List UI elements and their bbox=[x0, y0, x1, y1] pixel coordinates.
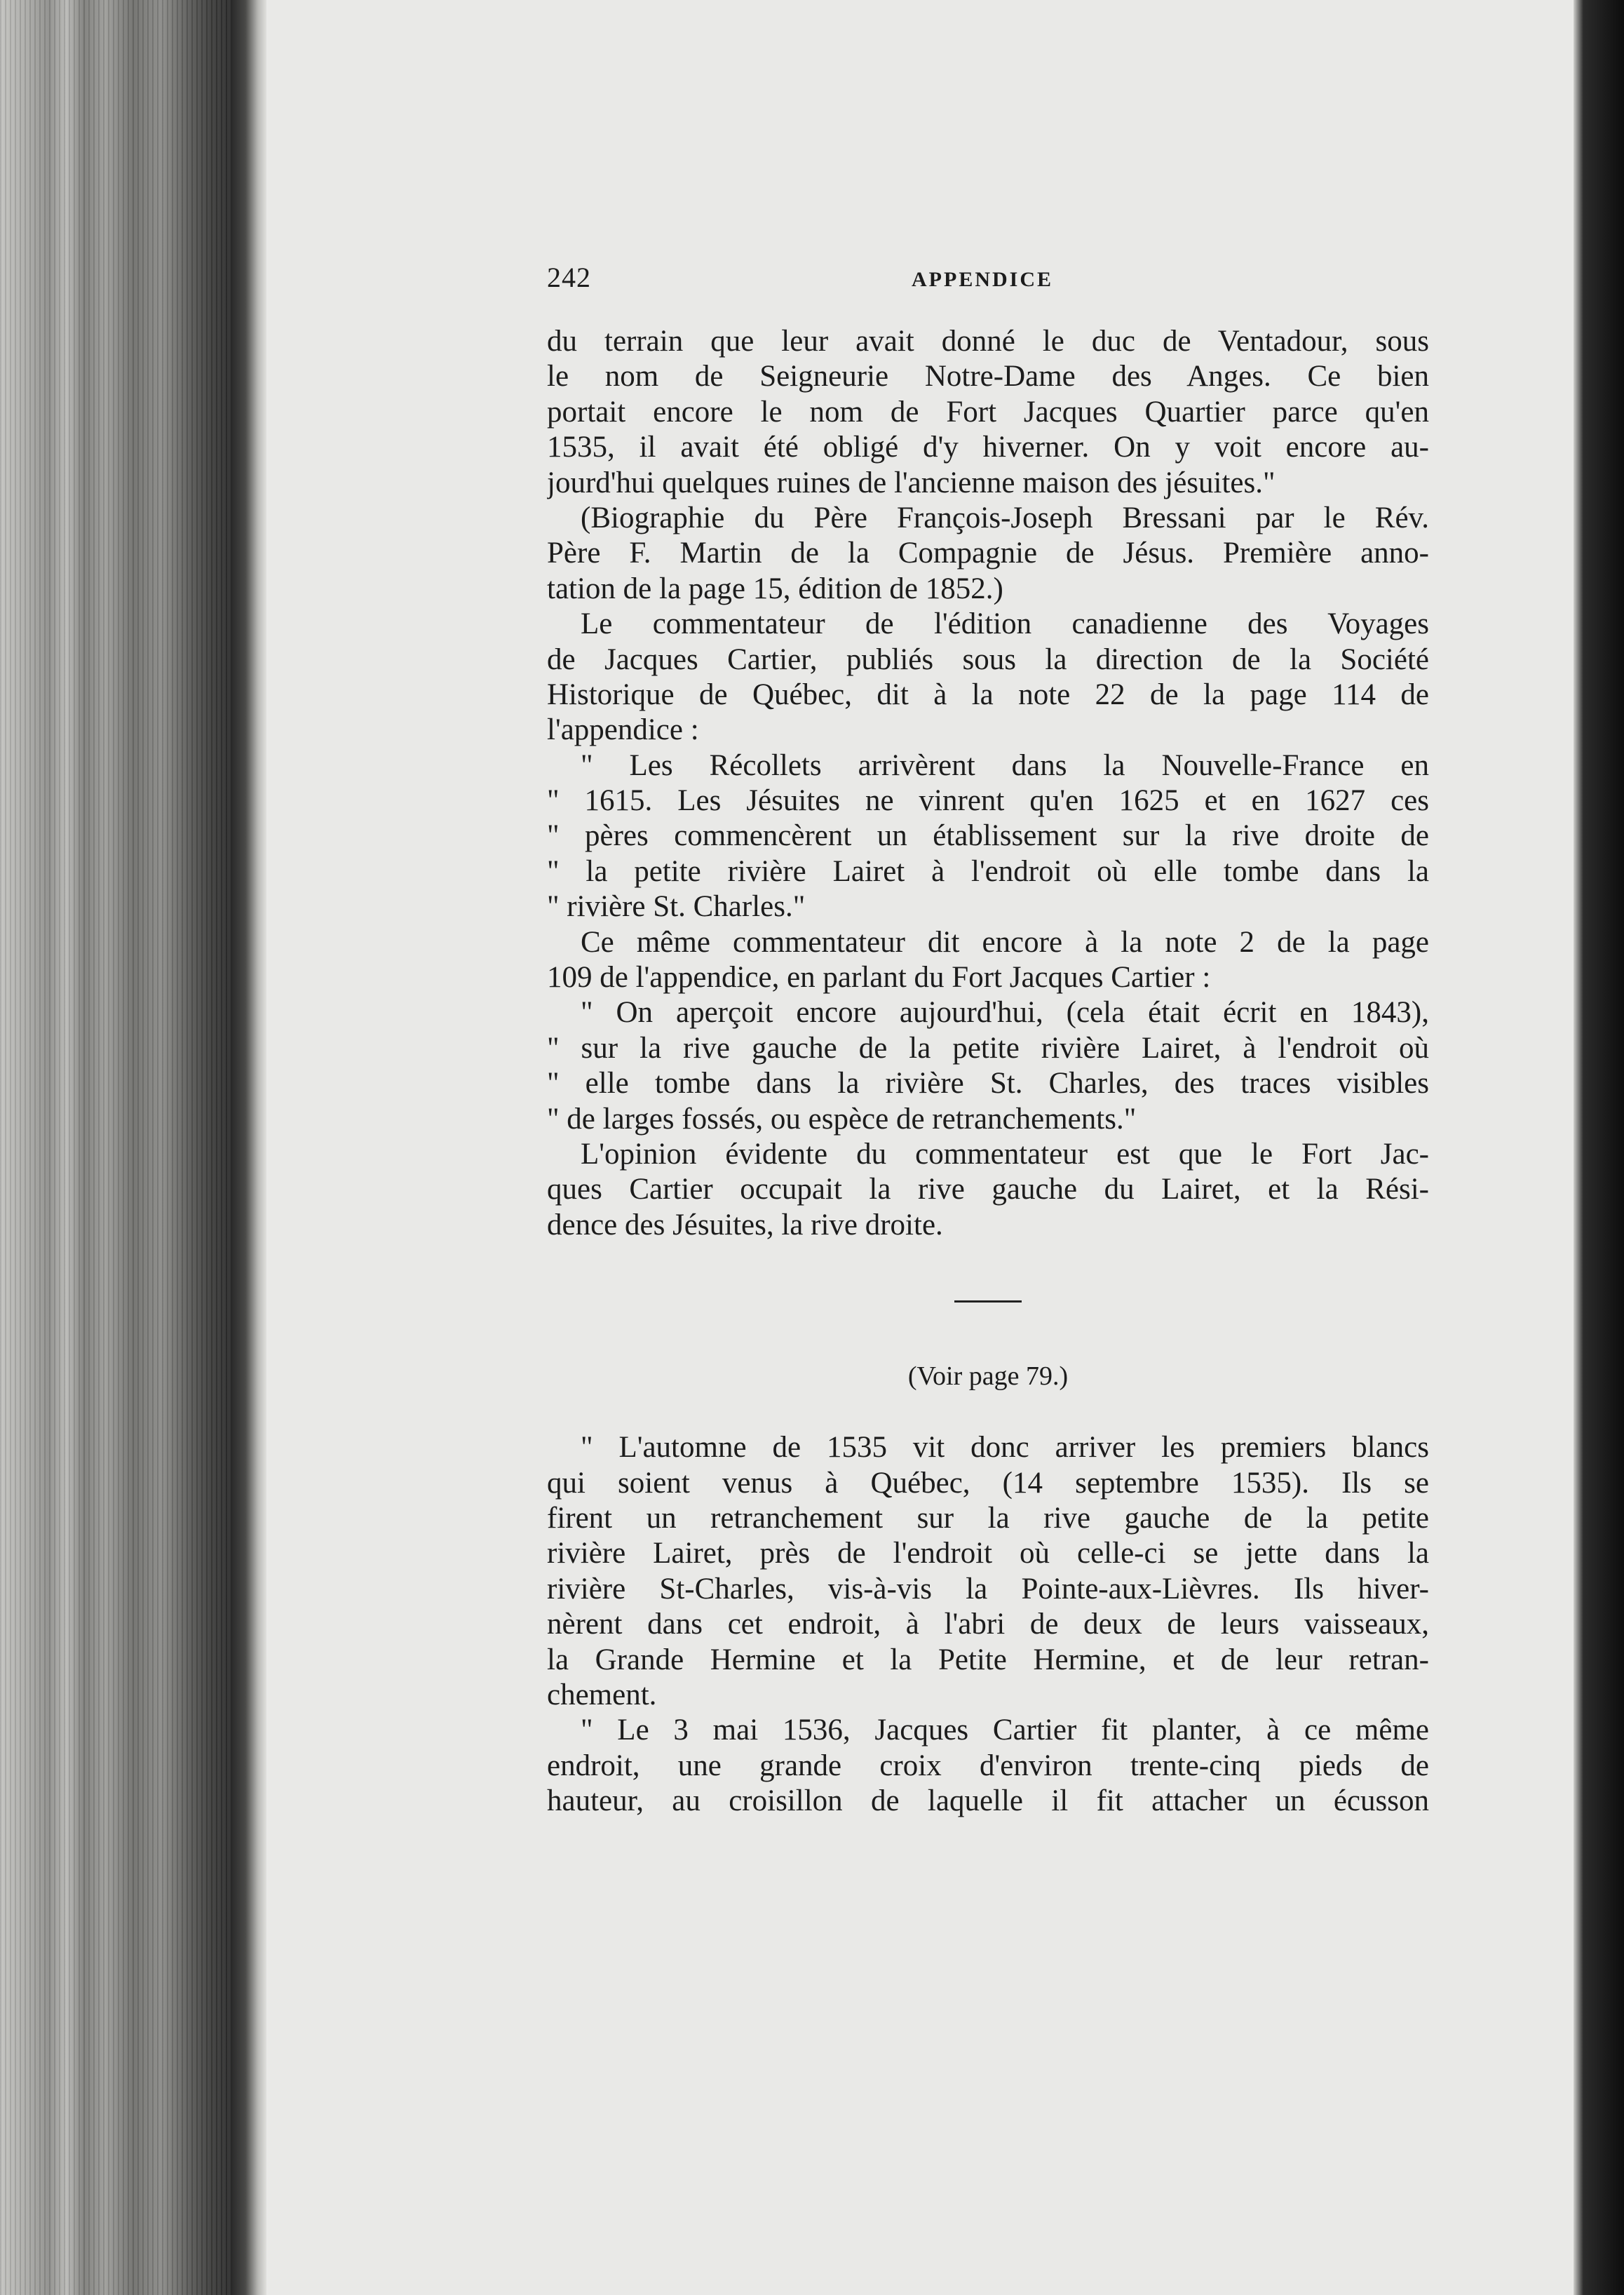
quote-line: " 1615. Les Jésuites ne vinrent qu'en 1625 et en 1627 ces bbox=[547, 784, 1429, 818]
text-block bbox=[547, 261, 1429, 1819]
text-line: de Jacques Cartier, publiés sous la direction de la Société bbox=[547, 642, 1429, 676]
text-line: le nom de Seigneurie Notre-Dame des Anges. Ce bien bbox=[547, 360, 1429, 393]
text-line: Le commentateur de l'édition canadienne des Voyages bbox=[581, 607, 1429, 641]
quote-line: " On aperçoit encore aujourd'hui, (cela était écrit en 1843), bbox=[581, 996, 1429, 1030]
running-title: APPENDICE bbox=[912, 268, 1054, 291]
text-line: ques Cartier occupait la rive gauche du Lairet, et la Rési- bbox=[547, 1173, 1429, 1206]
text-line: Historique de Québec, dit à la note 22 de la page 114 de bbox=[547, 678, 1429, 711]
text-line: qui soient venus à Québec, (14 septembre 1535). Ils se bbox=[547, 1466, 1429, 1500]
quote-line: " rivière St. Charles." bbox=[547, 890, 806, 924]
section-two bbox=[547, 1430, 1429, 1819]
text-line: du terrain que leur avait donné le duc de Ventadour, sous bbox=[547, 325, 1429, 358]
quote-line: " pères commencèrent un établissement sur la rive droite de bbox=[547, 819, 1429, 853]
text-line: chement. bbox=[547, 1678, 657, 1711]
quote-line: " Les Récollets arrivèrent dans la Nouvelle-France en bbox=[581, 748, 1429, 782]
text-line: 1535, il avait été obligé d'y hiverner. On y voit encore au- bbox=[547, 431, 1429, 464]
text-line: endroit, une grande croix d'environ trente-cinq pieds de bbox=[547, 1749, 1429, 1782]
page-edge-lines bbox=[0, 0, 231, 2295]
text-line: hauteur, au croisillon de laquelle il fit attacher un écusson bbox=[547, 1784, 1429, 1818]
quote-line: " L'automne de 1535 vit donc arriver les premiers blancs bbox=[581, 1431, 1429, 1465]
page-number: 242 bbox=[547, 262, 591, 293]
section-divider bbox=[954, 1300, 1022, 1303]
text-line: rivière Lairet, près de l'endroit où celle-ci se jette dans la bbox=[547, 1537, 1429, 1570]
section-reference: (Voir page 79.) bbox=[907, 1361, 1069, 1392]
text-line: dence des Jésuites, la rive droite. bbox=[547, 1208, 943, 1241]
text-line: jourd'hui quelques ruines de l'ancienne maison des jésuites." bbox=[547, 466, 1275, 499]
quote-line: " la petite rivière Lairet à l'endroit où elle tombe dans la bbox=[547, 854, 1429, 888]
quote-line: " elle tombe dans la rivière St. Charles, des traces visibles bbox=[547, 1067, 1429, 1101]
right-page-edge bbox=[1574, 0, 1624, 2295]
section-one bbox=[547, 324, 1429, 1243]
text-line: l'appendice : bbox=[547, 713, 699, 747]
text-line: rivière St-Charles, vis-à-vis la Pointe-aux-Lièvres. Ils hiver- bbox=[547, 1572, 1429, 1606]
text-line: portait encore le nom de Fort Jacques Quartier parce qu'en bbox=[547, 395, 1429, 429]
text-line: L'opinion évidente du commentateur est que le Fort Jac- bbox=[581, 1137, 1429, 1171]
quote-line: " de larges fossés, ou espèce de retranchements." bbox=[547, 1102, 1137, 1136]
text-line: firent un retranchement sur la rive gauche de la petite bbox=[547, 1501, 1429, 1535]
text-line: la Grande Hermine et la Petite Hermine, et de leur retran- bbox=[547, 1643, 1429, 1676]
text-line: (Biographie du Père François-Joseph Bressani par le Rév. bbox=[581, 501, 1429, 534]
running-head bbox=[547, 261, 1429, 324]
text-line: nèrent dans cet endroit, à l'abri de deux de leurs vaisseaux, bbox=[547, 1608, 1429, 1641]
text-line: Père F. Martin de la Compagnie de Jésus. Première anno- bbox=[547, 537, 1429, 570]
quote-line: " sur la rive gauche de la petite rivière Lairet, à l'endroit où bbox=[547, 1031, 1429, 1065]
quote-line: " Le 3 mai 1536, Jacques Cartier fit planter, à ce même bbox=[581, 1714, 1429, 1747]
text-line: 109 de l'appendice, en parlant du Fort Jacques Cartier : bbox=[547, 961, 1211, 995]
text-line: Ce même commentateur dit encore à la note 2 de la page bbox=[581, 925, 1429, 959]
text-line: tation de la page 15, édition de 1852.) bbox=[547, 572, 1003, 605]
